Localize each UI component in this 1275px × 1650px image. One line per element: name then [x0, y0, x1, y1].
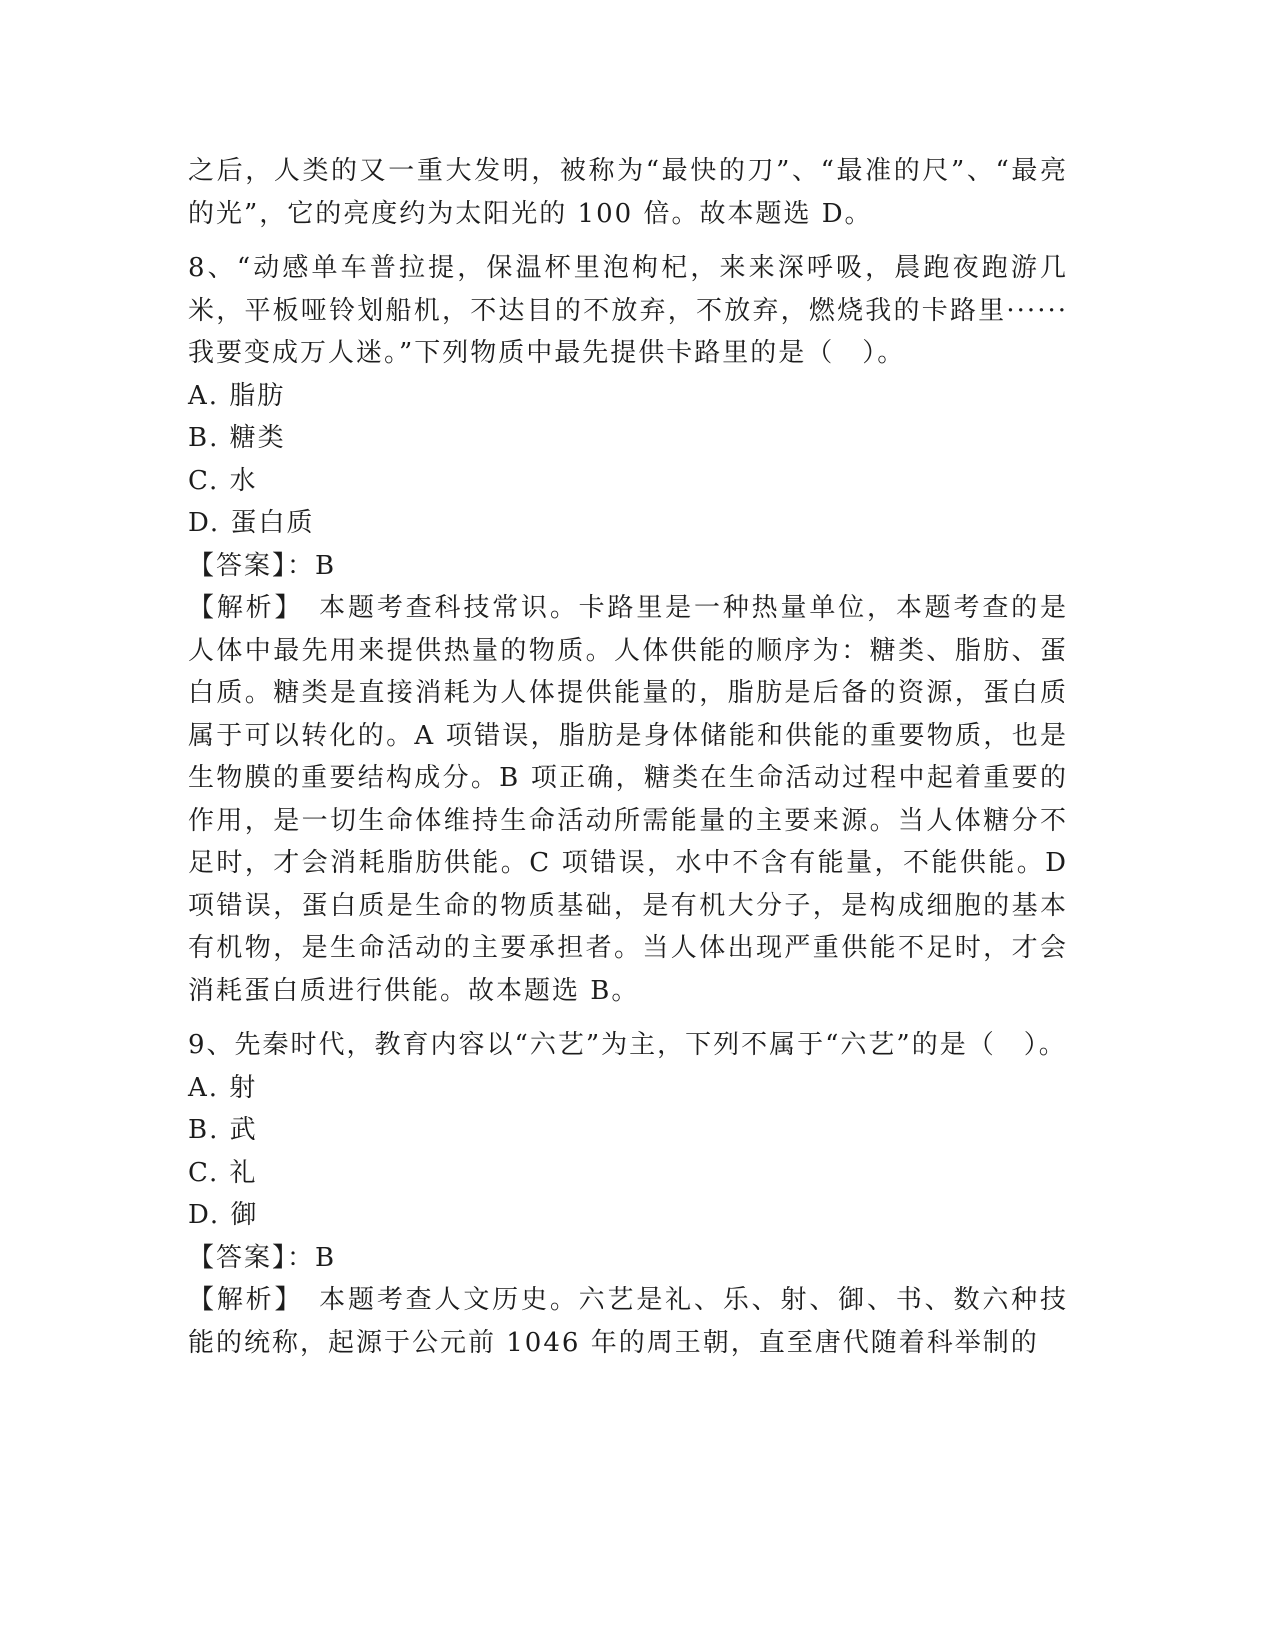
option-a: A. 脂肪: [188, 380, 286, 411]
answer-line: 【答案】：B: [188, 1242, 337, 1273]
option-b: B. 武: [188, 1115, 258, 1145]
analysis-paragraph: 【解析】 本题考查科技常识。卡路里是一种热量单位，本题考查的是人体中最先用来提供热量的物质。人体供能的顺序为：糖类、脂肪、蛋白质。糖类是直接消耗为人体提供能量的，脂肪是后备的资源，蛋白质属于可以转化的。A 项错误，脂肪是身体储能和供能的重要物质，也是生物膜的重要结构成分。B 项正确，糖类在生命活动过程中起着重要的作用，是一切生命体维持生命活动所需能量的主要来源。当人体糖分不足时，才会消耗脂肪供能。C 项错误，水中不含有能量，不能供能。D 项错误，蛋白质是生命的物质基础，是有机大分子，是构成细胞的基本有机物，是生命活动的主要承担者。当人体出现严重供能不足时，才会消耗蛋白质进行供能。故本题选 B。: [188, 593, 1068, 1006]
option-d: D. 御: [188, 1200, 259, 1230]
answer-line: 【答案】：B: [188, 550, 337, 581]
analysis-paragraph: 【解析】 本题考查人文历史。六艺是礼、乐、射、御、书、数六种技能的统称，起源于公元前 1046 年的周王朝，直至唐代随着科举制的: [188, 1285, 1068, 1358]
option-c: C. 礼: [188, 1157, 258, 1188]
question-stem: 9、先秦时代，教育内容以“六艺”为主，下列不属于“六艺”的是（ ）。: [188, 1030, 1067, 1060]
document-content: [188, 150, 1068, 1364]
previous-answer-continuation: 之后，人类的又一重大发明，被称为“最快的刀”、“最准的尺”、“最亮的光”，它的亮度约为太阳光的 100 倍。故本题选 D。: [188, 156, 1068, 229]
question-8: [188, 247, 1068, 1012]
option-d: D. 蛋白质: [188, 508, 315, 538]
question-9: [188, 1024, 1068, 1364]
option-b: B. 糖类: [188, 423, 286, 453]
question-stem: 8、“动感单车普拉提，保温杯里泡枸杞，来来深呼吸，晨跑夜跑游几米，平板哑铃划船机，不达目的不放弃，不放弃，燃烧我的卡路里······我要变成万人迷。”下列物质中最先提供卡路里的是（ ）。: [188, 253, 1068, 368]
option-a: A. 射: [188, 1072, 258, 1103]
option-c: C. 水: [188, 465, 258, 496]
